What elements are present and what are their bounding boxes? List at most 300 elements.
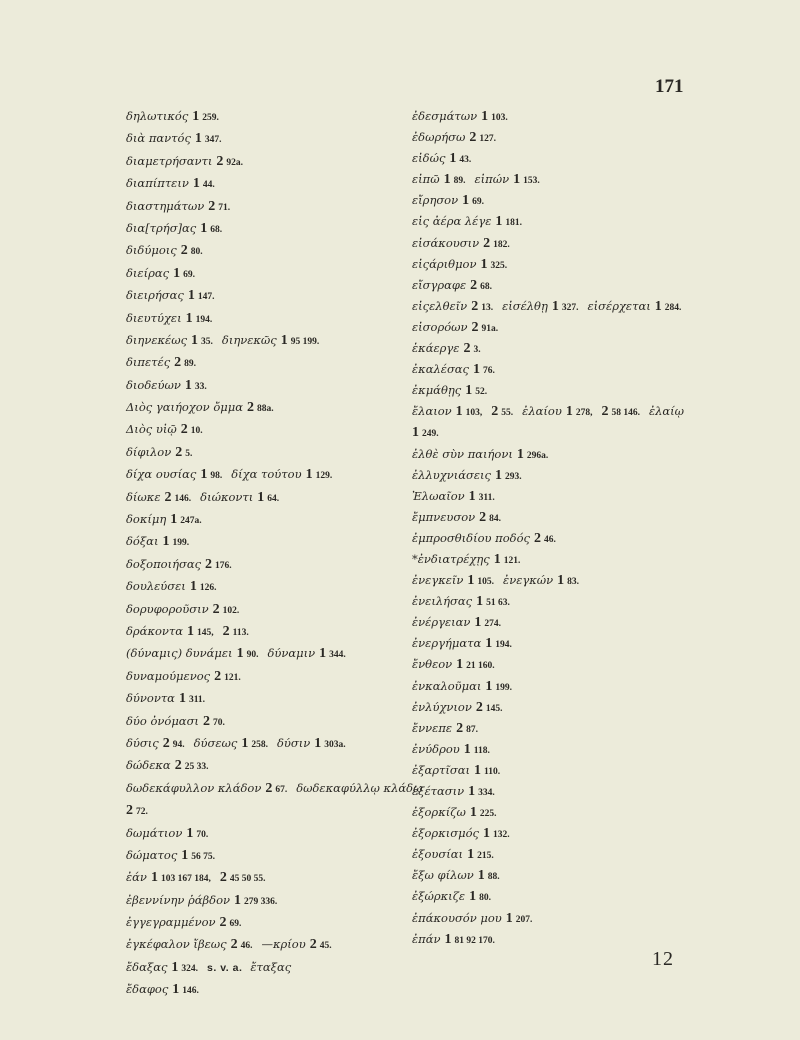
headword: εἴρησον [412, 193, 459, 208]
volume-number: 2 [174, 355, 182, 371]
volume-number: 1 [485, 636, 493, 652]
volume-number: 2 [470, 277, 478, 293]
headword: ἐξορκίζω [412, 805, 466, 820]
volume-number: 1 [171, 959, 179, 975]
volume-number: 1 [485, 678, 493, 694]
line-reference: 132. [492, 830, 510, 841]
index-entry [126, 151, 426, 173]
line-reference: 69. [183, 269, 195, 280]
volume-number: 1 [184, 377, 192, 393]
line-reference: 83. [567, 577, 580, 588]
index-entry [412, 507, 690, 528]
headword: ἐνλύχνιον [412, 699, 472, 714]
index-column-right [412, 106, 690, 950]
headword: διείρας [126, 265, 170, 280]
volume-number: 2 [483, 235, 491, 251]
line-reference: 91a. [481, 323, 499, 334]
volume-number: 2 [469, 130, 477, 146]
index-entry [126, 531, 426, 553]
headword: ἐάν [126, 870, 147, 885]
line-reference: 279 336. [244, 896, 278, 907]
index-entry [126, 106, 426, 128]
volume-number: 2 [230, 937, 238, 953]
headword: διώκοντι [200, 489, 254, 504]
line-reference: 5. [185, 448, 193, 459]
index-entry [412, 169, 690, 190]
index-entry [126, 823, 426, 845]
volume-number: 1 [200, 467, 208, 483]
line-reference: 68. [210, 224, 223, 235]
headword: δωδεκαφύλλῳ κλάδῳ [296, 780, 423, 795]
line-reference: 94. [172, 739, 185, 750]
headword: ἐδεσμάτων [412, 109, 478, 123]
index-entry [412, 444, 690, 465]
headword: ἐλαίῳ [648, 404, 685, 419]
headword: ἐνύδρου [412, 741, 460, 756]
line-reference: 35. [201, 336, 213, 347]
volume-number: 1 [481, 109, 489, 124]
index-entry [126, 128, 426, 150]
headword: εἰσάκουσιν [412, 235, 480, 250]
index-entry [412, 254, 690, 275]
headword: διοδεύων [126, 377, 181, 392]
headword: δίχα τούτου [231, 467, 302, 482]
volume-number: 1 [241, 735, 249, 751]
index-entry [412, 528, 690, 549]
volume-number: 1 [467, 573, 475, 589]
line-reference: 181. [505, 218, 523, 229]
line-reference: 68. [480, 281, 493, 292]
index-entry [126, 845, 426, 867]
headword: δύναμιν [267, 646, 316, 661]
line-reference: 147. [197, 292, 215, 303]
headword: δυναμούμενος [126, 668, 211, 683]
volume-number: 2 [208, 198, 216, 214]
headword: εἰςελθεῖν [412, 298, 468, 313]
volume-number: 1 [474, 615, 482, 631]
headword: δράκοντα [126, 623, 184, 638]
index-entry [412, 296, 690, 317]
headword: δηλωτικός [126, 109, 189, 123]
line-reference: 325. [490, 260, 508, 271]
volume-number: 1 [468, 784, 476, 799]
line-reference: 80. [479, 893, 491, 904]
index-entry [126, 643, 426, 665]
index-entry [412, 486, 690, 507]
headword: ἐνέργειαν [412, 615, 471, 630]
headword: ἔννεπε [412, 720, 453, 735]
headword: δίφιλον [126, 444, 172, 459]
index-entry [126, 576, 426, 598]
index-entry [412, 549, 690, 570]
volume-number: 2 [471, 319, 479, 335]
volume-number: 2 [180, 243, 188, 259]
volume-number: 1 [513, 172, 521, 188]
index-entry [126, 957, 426, 979]
index-entry [412, 697, 690, 718]
line-reference: 43. [459, 155, 472, 166]
line-reference: 121. [224, 672, 241, 683]
headword: ἐβεννίνην ῥάβδον [126, 892, 231, 907]
headword: δύο ὀνόμασι [126, 713, 199, 728]
line-reference: 278, [575, 408, 593, 419]
headword: ἔξω φίλων [412, 868, 474, 883]
volume-number: 1 [495, 214, 503, 230]
volume-number: 2 [491, 404, 499, 420]
line-reference: 90. [246, 650, 259, 661]
headword: ἐλλυχνιάσεις [412, 467, 491, 482]
headword: διαπίπτειν [126, 176, 189, 191]
headword: εἰσέρχεται [587, 298, 651, 313]
line-reference: 145. [485, 703, 503, 714]
line-reference: 70. [212, 717, 225, 728]
headword: ἔταξας [250, 959, 292, 974]
index-entry [412, 422, 690, 443]
line-reference: 71. [218, 202, 231, 213]
volume-number: 1 [170, 512, 178, 528]
headword: δίχα ουσίας [126, 467, 197, 482]
line-reference: 121. [503, 555, 521, 566]
line-reference: 126. [199, 583, 217, 594]
index-entry [126, 755, 426, 777]
volume-number: 1 [444, 931, 452, 947]
volume-number: 1 [257, 489, 265, 505]
volume-number: 1 [181, 847, 189, 863]
index-entry [412, 380, 690, 401]
volume-number: 1 [463, 741, 471, 757]
index-entry [412, 929, 690, 950]
headword: ἐνειλήσας [412, 594, 473, 609]
line-reference: 127. [479, 134, 496, 145]
line-reference: 324. [181, 963, 199, 974]
index-entry [126, 352, 426, 374]
volume-number: 1 [469, 889, 477, 905]
headword: δύσιν [276, 735, 311, 750]
index-entry [412, 591, 690, 612]
index-entry [126, 487, 426, 509]
line-reference: 176. [215, 560, 232, 571]
headword: ἐνεγκεῖν [412, 573, 464, 588]
index-entry [412, 676, 690, 697]
headword: δώματος [126, 847, 178, 862]
headword: ἔδαφος [126, 982, 169, 997]
volume-number: 2 [463, 341, 471, 357]
headword: εἰς ἀέρα λέγε [412, 214, 492, 229]
index-entry [126, 666, 426, 688]
line-reference: 105. [477, 577, 495, 588]
index-entry [412, 654, 690, 675]
volume-number: 1 [482, 826, 490, 842]
line-reference: 194. [495, 640, 512, 651]
headword: ἐγκέφαλον ἴβεως [126, 937, 227, 952]
line-reference: 194. [195, 314, 213, 325]
headword: δύνοντα [126, 691, 175, 706]
volume-number: 2 [471, 298, 479, 314]
volume-number: 1 [191, 332, 199, 348]
line-reference: 56 75. [191, 851, 216, 862]
index-entry [412, 612, 690, 633]
volume-number: 2 [246, 400, 254, 416]
line-reference: 67. [275, 784, 288, 795]
headword: ἐξορκισμός [412, 826, 479, 841]
index-entry [126, 375, 426, 397]
headword: διπετές [126, 355, 171, 370]
line-reference: 69. [472, 197, 484, 208]
volume-number: 2 [216, 153, 224, 169]
line-reference: 303a. [324, 739, 346, 750]
line-reference: 103, [465, 408, 483, 419]
line-reference: 118. [473, 745, 490, 756]
volume-number: 1 [162, 534, 170, 550]
index-entry [412, 633, 690, 654]
volume-number: 1 [505, 910, 513, 926]
volume-number: 1 [551, 298, 559, 314]
line-reference: 89. [184, 359, 197, 370]
line-reference: 70. [196, 829, 209, 840]
line-reference: 72. [136, 807, 148, 818]
line-reference: 199. [172, 538, 190, 549]
index-entry [412, 865, 690, 886]
line-reference: 207. [515, 914, 533, 925]
index-entry [126, 173, 426, 195]
volume-number: 1 [654, 298, 662, 314]
index-entry [126, 979, 426, 1001]
headword: διδύμοις [126, 243, 177, 258]
volume-number: 1 [465, 383, 473, 399]
line-reference: 3. [473, 345, 481, 356]
headword: ἐξουσίαι [412, 847, 464, 862]
headword: ἐνεγκών [503, 573, 554, 588]
line-reference: 225. [479, 809, 497, 820]
volume-number: 1 [467, 847, 475, 863]
line-reference: 45 50 55. [229, 874, 266, 885]
index-entry [412, 338, 690, 359]
headword: εἰπῶ [412, 172, 440, 187]
headword: διηνεκῶς [221, 332, 277, 347]
headword: διαμετρήσαντι [126, 153, 213, 168]
line-reference: 247a. [180, 516, 202, 527]
index-entry [126, 196, 426, 218]
line-reference: 46. [543, 534, 556, 545]
line-reference: 258. [251, 739, 268, 750]
index-entry [126, 442, 426, 464]
line-reference: 25 33. [184, 762, 209, 773]
line-reference: 55. [501, 408, 514, 419]
index-entry [412, 465, 690, 486]
headword: ἔδαξας [126, 959, 168, 974]
volume-number: 1 [455, 404, 463, 420]
line-reference: 58 146. [611, 408, 640, 419]
volume-number: 1 [186, 825, 194, 841]
index-entry [126, 554, 426, 576]
index-entry [412, 908, 690, 929]
abbreviation: s. v. a. [207, 961, 243, 974]
line-reference: 334. [478, 788, 495, 798]
volume-number: 1 [280, 332, 288, 348]
line-reference: 284. [664, 302, 682, 313]
headword: ἐξέτασιν [412, 784, 465, 798]
index-entry [412, 211, 690, 232]
headword: ἐμπροσθιδίου ποδός [412, 530, 530, 545]
index-entry [412, 148, 690, 169]
line-reference: 146. [174, 493, 192, 504]
line-reference: 259. [202, 113, 219, 123]
headword: διηνεκέως [126, 332, 188, 347]
headword: ἐγγεγραμμένον [126, 915, 216, 930]
line-reference: 274. [484, 619, 502, 630]
index-entry [126, 778, 426, 800]
volume-number: 1 [557, 573, 565, 589]
headword: ἐξαρτῖσαι [412, 762, 471, 777]
headword: ἐπάν [412, 931, 441, 946]
headword: Ἐλωαῖον [412, 488, 465, 503]
volume-number: 1 [494, 467, 502, 483]
index-entry [412, 275, 690, 296]
volume-number: 2 [205, 556, 213, 572]
line-reference: 311. [188, 695, 206, 706]
volume-number: 1 [469, 805, 477, 821]
volume-number: 2 [126, 803, 133, 819]
line-reference: 327. [561, 302, 579, 313]
headword: δύσεως [193, 735, 238, 750]
index-entry [126, 263, 426, 285]
volume-number: 1 [189, 579, 197, 595]
line-reference: 199. [495, 682, 513, 693]
volume-number: 1 [194, 131, 202, 147]
volume-number: 2 [265, 780, 273, 796]
line-reference: 145, [197, 627, 214, 638]
volume-number: 2 [202, 713, 210, 729]
index-entry [126, 688, 426, 710]
index-entry [126, 912, 426, 934]
index-entry [126, 397, 426, 419]
headword: δόξαι [126, 534, 159, 549]
headword: εἴσγραφε [412, 277, 467, 292]
index-entry [412, 233, 690, 254]
line-reference: 89. [453, 176, 466, 187]
headword: εἰπών [474, 172, 510, 187]
line-reference: 69. [229, 919, 242, 930]
page-number: 171 [655, 76, 684, 97]
line-reference: 87. [466, 724, 478, 735]
headword: δύσις [126, 735, 159, 750]
line-reference: 21 160. [466, 661, 495, 672]
headword: ἐλθὲ σὺν παιήονι [412, 446, 513, 461]
headword: διὰ παντός [126, 131, 191, 146]
volume-number: 1 [474, 762, 482, 778]
index-entry [126, 867, 426, 889]
line-reference: 146. [182, 986, 199, 997]
headword: (δύναμις) δυνάμει [126, 646, 233, 661]
line-reference: 46. [240, 941, 253, 952]
volume-number: 1 [187, 623, 195, 639]
volume-number: 2 [219, 870, 227, 886]
volume-number: 1 [476, 594, 484, 610]
volume-number: 1 [468, 488, 476, 504]
volume-number: 1 [456, 657, 464, 673]
volume-number: 1 [516, 446, 524, 462]
volume-number: 2 [164, 489, 172, 505]
line-reference: 44. [202, 180, 215, 191]
line-reference: 103 167 184, [160, 874, 211, 885]
index-entry [126, 285, 426, 307]
line-reference: 311. [478, 492, 495, 503]
volume-number: 1 [314, 735, 322, 751]
index-entry [126, 509, 426, 531]
index-entry [412, 127, 690, 148]
index-entry [412, 739, 690, 760]
index-entry [126, 308, 426, 330]
volume-number: 1 [477, 868, 485, 884]
line-reference: 84. [489, 513, 501, 524]
line-reference: 249. [422, 429, 439, 440]
index-entry [412, 359, 690, 380]
line-reference: 81 92 170. [454, 935, 495, 946]
index-entry [412, 844, 690, 865]
headword: δοκίμη [126, 512, 167, 527]
line-reference: 52. [475, 387, 488, 398]
volume-number: 1 [192, 176, 200, 192]
index-entry [412, 823, 690, 844]
headword: ἔνθεον [412, 657, 453, 672]
index-column-left [126, 106, 426, 1002]
volume-number: 1 [192, 109, 200, 124]
volume-number: 1 [449, 151, 457, 167]
index-entry [126, 733, 426, 755]
headword: ἐκμάθῃς [412, 383, 462, 398]
line-reference: 344. [329, 650, 346, 661]
headword: Διὸς γαιήοχον ὄμμα [126, 400, 243, 415]
volume-number: 1 [150, 870, 158, 886]
line-reference: 76. [483, 366, 495, 377]
headword: δορυφοροῦσιν [126, 601, 209, 616]
volume-number: 2 [479, 509, 487, 525]
line-reference: 102. [222, 605, 240, 616]
headword: δια[τρήσ]ας [126, 220, 197, 235]
index-entry [126, 800, 426, 822]
volume-number: 1 [480, 256, 488, 272]
line-reference: 10. [190, 426, 203, 437]
line-reference: 95 199. [290, 336, 320, 347]
index-entry [412, 718, 690, 739]
line-reference: 80. [190, 247, 203, 258]
volume-number: 2 [222, 623, 230, 639]
line-reference: 153. [523, 176, 540, 187]
headword: ἐκαλέσας [412, 362, 469, 377]
index-entry [126, 711, 426, 733]
headword: εἰςάριθμον [412, 256, 477, 271]
volume-number: 1 [172, 982, 180, 998]
headword: δίωκε [126, 489, 161, 504]
volume-number: 1 [305, 467, 313, 483]
volume-number: 1 [493, 551, 501, 567]
volume-number: 1 [319, 646, 327, 662]
line-reference: 13. [481, 302, 494, 313]
volume-number: 2 [475, 699, 483, 715]
headword: ἔλαιον [412, 404, 452, 419]
index-entry [412, 781, 690, 802]
volume-number: 2 [174, 758, 182, 774]
line-reference: 98. [210, 471, 223, 482]
headword: δουλεύσει [126, 579, 186, 594]
line-reference: 182. [493, 239, 510, 250]
volume-number: 2 [601, 404, 609, 420]
line-reference: 129. [315, 471, 333, 482]
volume-number: 1 [236, 646, 244, 662]
volume-number: 2 [212, 601, 220, 617]
line-reference: 33. [194, 381, 207, 392]
line-reference: 113. [232, 627, 249, 638]
